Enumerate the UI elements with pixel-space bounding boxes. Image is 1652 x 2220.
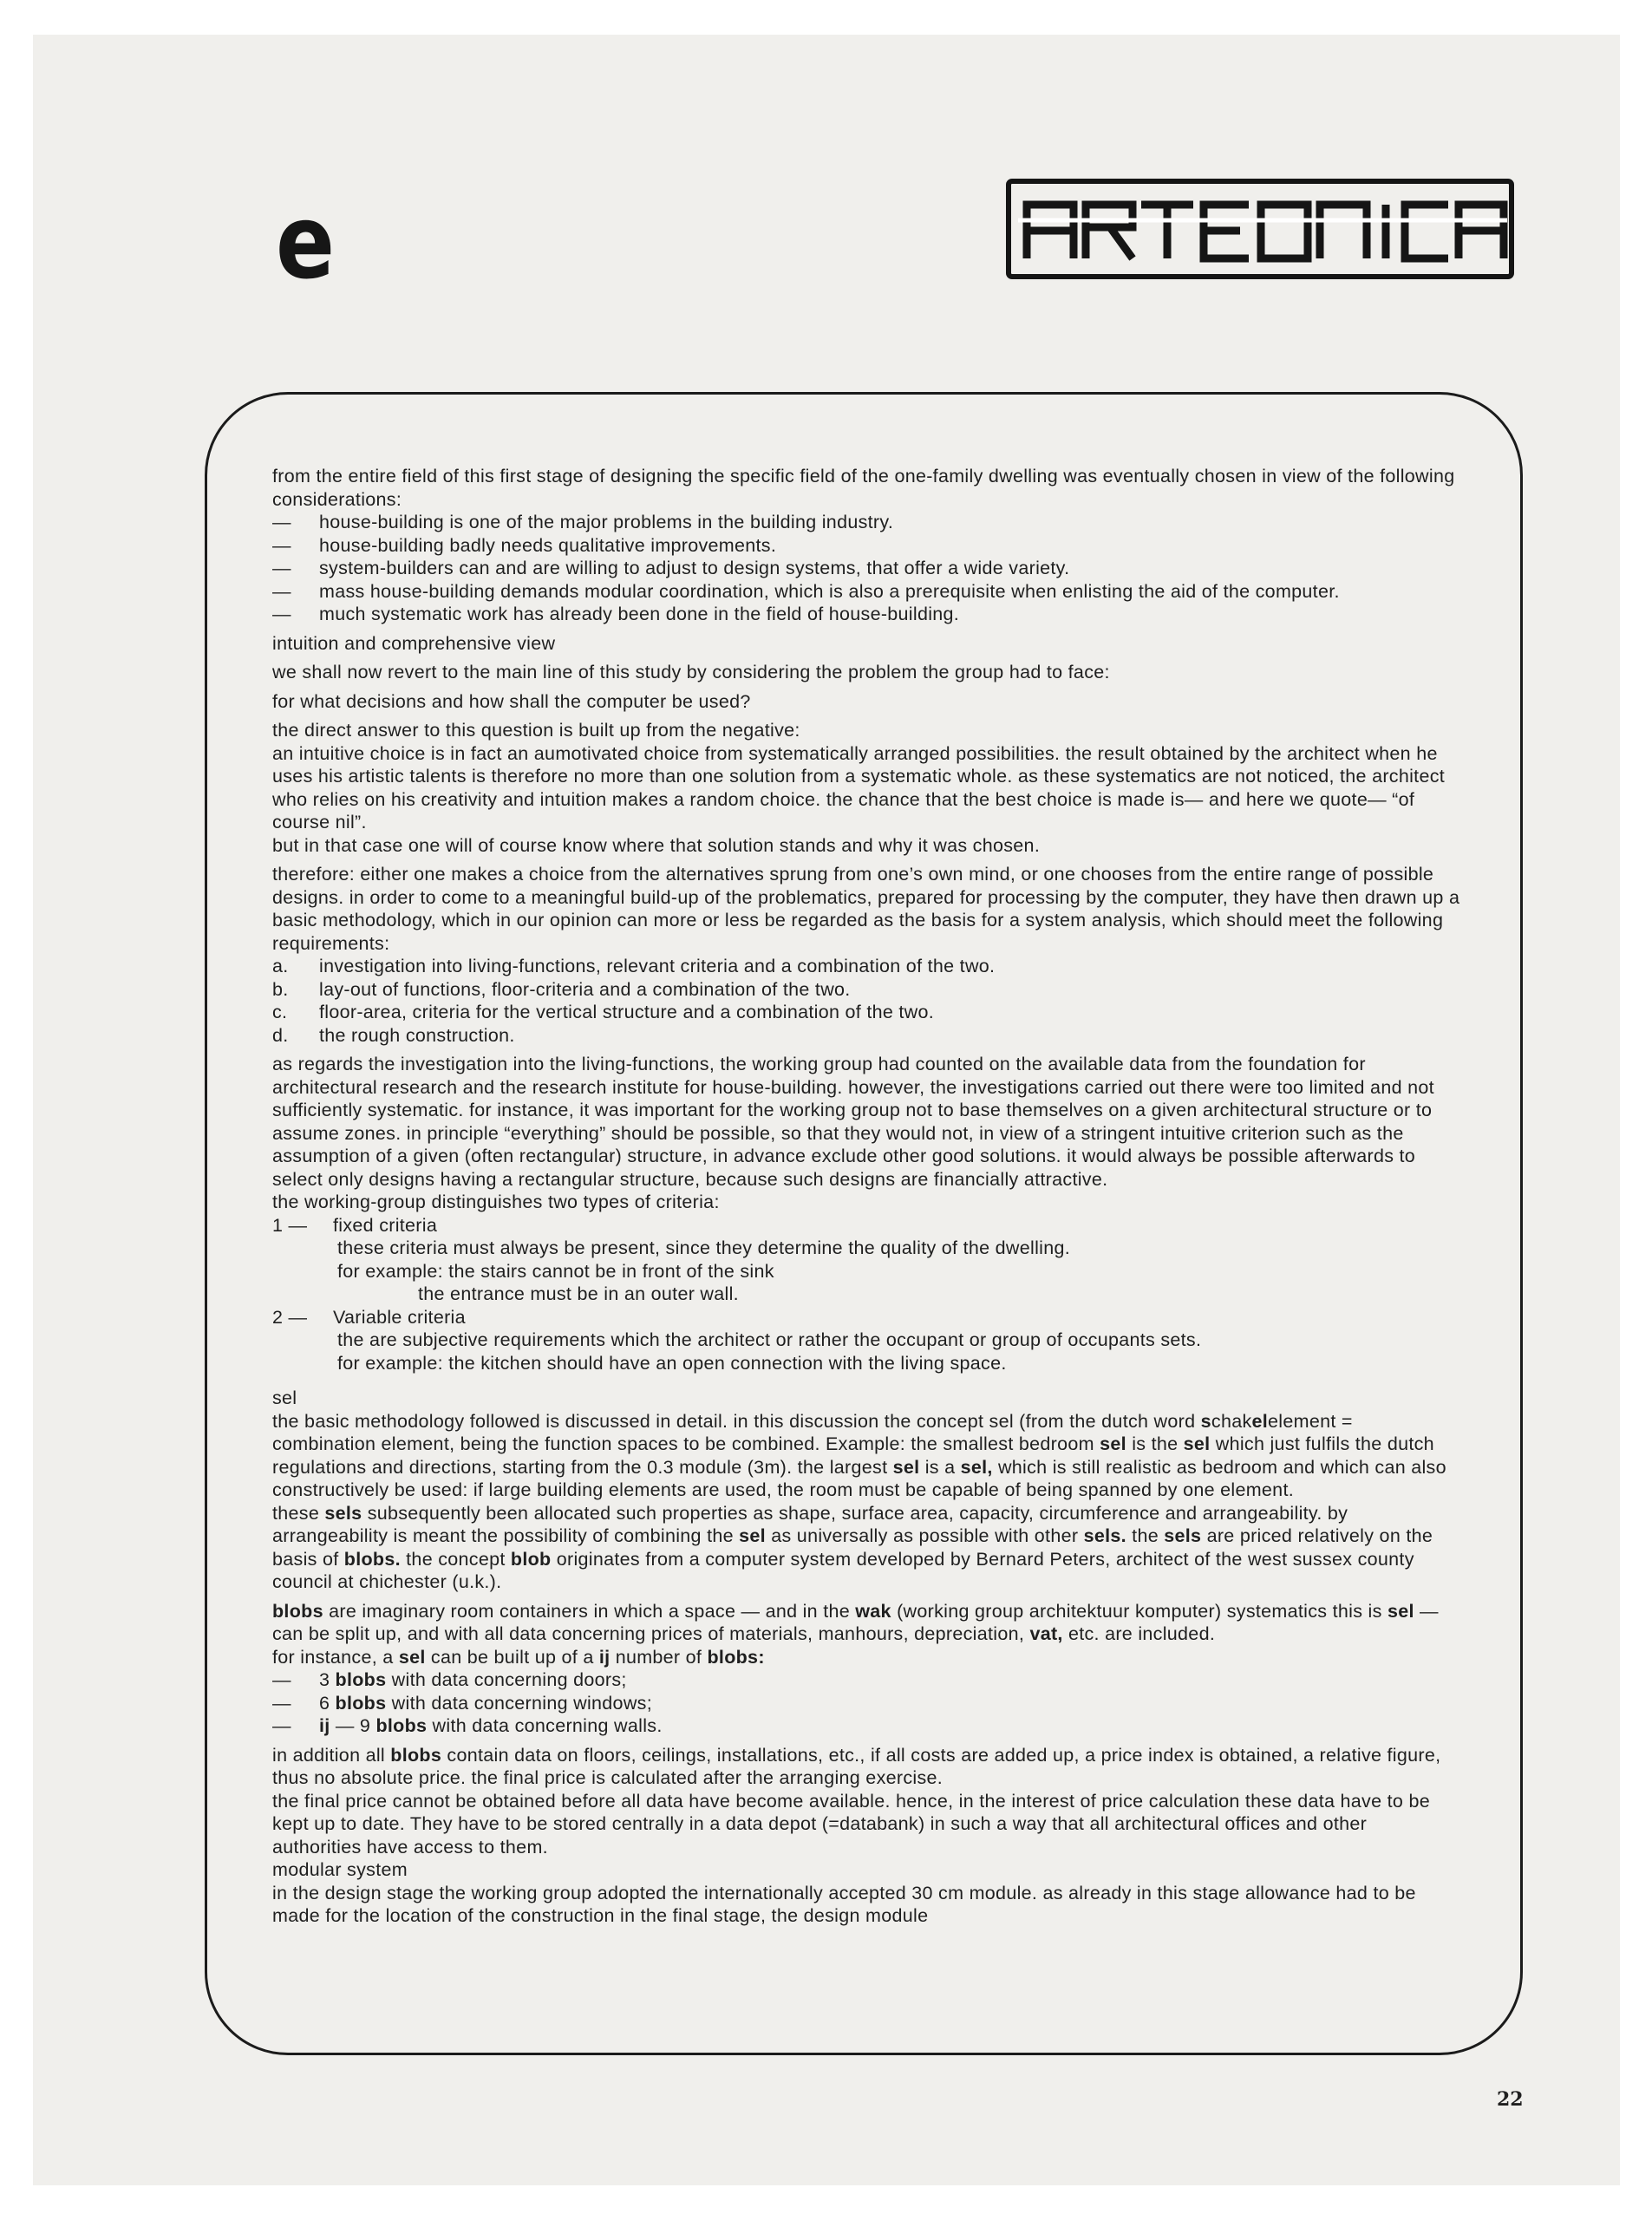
paragraph-question: for what decisions and how shall the computer be used?: [272, 690, 751, 712]
consideration-item: [272, 511, 1460, 534]
blob-item: [272, 1714, 1460, 1738]
criterion-number: 2 —: [272, 1306, 308, 1328]
paragraph-instance: for instance, a sel can be built up of a ij number of blobs:: [272, 1646, 765, 1668]
criterion-variable: [272, 1306, 1460, 1329]
requirement-item: [272, 955, 1460, 978]
blob-item: [272, 1668, 1460, 1692]
paragraph-blobs: blobs are imaginary room containers in which a space — and in the wak (working group architektuur komputer) systematics this is sel — can be split up, and with all data concerning prices of materials, manhours, depreciation, vat, etc. are included.: [272, 1600, 1439, 1644]
arteonica-logo-graphic: [1006, 179, 1514, 279]
consideration-text: house-building badly needs qualitative improvements.: [319, 534, 777, 556]
requirement-text: investigation into living-functions, relevant criteria and a combination of the two.: [319, 956, 996, 976]
list-dash: —: [272, 1692, 291, 1714]
criterion-fixed: [272, 1214, 1460, 1237]
blob-item: [272, 1692, 1460, 1715]
blob-item-text: 3 blobs with data concerning doors;: [319, 1669, 627, 1690]
consideration-item: [272, 534, 1460, 558]
list-dash: —: [272, 1669, 291, 1690]
consideration-text: much systematic work has already been done in the field of house-building.: [319, 604, 960, 624]
list-dash: —: [272, 534, 291, 556]
criterion-example: for example: the kitchen should have an open connection with the living space.: [337, 1352, 1007, 1374]
heading-intuition: intuition and comprehensive view: [272, 632, 556, 654]
consideration-text: mass house-building demands modular coordination, which is also a prerequisite when enlisting the aid of the computer.: [319, 580, 1340, 602]
requirement-item: [272, 1024, 1460, 1048]
criterion-example: for example: the stairs cannot be in front of the sink: [337, 1260, 774, 1282]
criterion-description: these criteria must always be present, since they determine the quality of the dwelling.: [337, 1237, 1071, 1258]
criterion-example-continued: the entrance must be in an outer wall.: [418, 1283, 739, 1304]
criterion-number: 1 —: [272, 1214, 308, 1236]
requirement-item: [272, 1001, 1460, 1024]
requirement-item: [272, 978, 1460, 1002]
paragraph-answer: the direct answer to this question is built up from the negative:: [272, 720, 800, 741]
consideration-item: [272, 557, 1460, 580]
consideration-item: [272, 603, 1460, 626]
paragraph-addition: in addition all blobs contain data on floors, ceilings, installations, etc., if all costs are added up, a price index is obtained, a relative figure, thus no absolute price. the final price is calculated after the arranging exercise.: [272, 1744, 1441, 1788]
intro-paragraph: from the entire field of this first stage of designing the specific field of the one-family dwelling was eventually chosen in view of the following considerations:: [272, 466, 1455, 510]
blob-item-text: 6 blobs with data concerning windows;: [319, 1692, 652, 1714]
criterion-description: the are subjective requirements which the architect or rather the occupant or group of occupants sets.: [337, 1329, 1202, 1350]
consideration-item: [272, 580, 1460, 604]
paragraph-final-price: the final price cannot be obtained before all data have become available. hence, in the interest of price calculation these data have to be kept up to date. They have to be stored centrally in a data depot (=databank) in such a way that all architectural offices and other authorities have access to them.: [272, 1790, 1430, 1858]
page-number: 22: [1497, 2088, 1524, 2111]
list-dash: —: [272, 512, 291, 532]
list-dash: —: [272, 558, 291, 578]
requirement-marker: a.: [272, 956, 289, 976]
paragraph-types: the working-group distinguishes two types of criteria:: [272, 1192, 720, 1212]
requirement-text: lay-out of functions, floor-criteria and a combination of the two.: [319, 978, 851, 1000]
requirement-text: floor-area, criteria for the vertical structure and a combination of the two.: [319, 1002, 935, 1022]
paragraph-therefore: therefore: either one makes a choice from the alternatives sprung from one’s own mind, or one chooses from the entire range of possible designs. in order to come to a meaningful build-up of the problematics, prepared for processing by the computer, they have then drawn up a basic methodology, which in our opinion can more or less be regarded as the basis for a system analysis, which should meet the following requirements:: [272, 864, 1460, 954]
list-dash: —: [272, 1715, 291, 1736]
list-dash: —: [272, 580, 291, 602]
paragraph-intuitive: an intuitive choice is in fact an aumotivated choice from systematically arranged possibilities. the result obtained by the architect when he uses his artistic talents is therefore no more than one solution from a systematic whole. as these systematics are not noticed, the architect who relies on his creativity and intuition makes a random choice. the chance that the best choice is made is— and here we quote— “of course nil”.: [272, 742, 1446, 832]
criterion-title: fixed criteria: [333, 1214, 438, 1236]
section-letter: e: [276, 182, 336, 302]
requirement-marker: d.: [272, 1024, 289, 1046]
heading-modular-system: modular system: [272, 1859, 408, 1880]
consideration-text: system-builders can and are willing to adjust to design systems, that offer a wide variety.: [319, 558, 1070, 578]
paragraph-modular: in the design stage the working group adopted the internationally accepted 30 cm module. as already in this stage allowance had to be made for the location of the construction in the final stage, the design module: [272, 1882, 1416, 1926]
heading-sel: sel: [272, 1388, 297, 1408]
requirement-text: the rough construction.: [319, 1024, 515, 1046]
requirement-marker: c.: [272, 1002, 288, 1022]
article-body: [272, 465, 1460, 1928]
paragraph-sel-properties: these sels subsequently been allocated such properties as shape, surface area, capacity, circumference and arrangeability. by arrangeability is meant the possibility of combining the sel as universally as possible with other sels. the sels are priced relatively on the basis of blobs. the concept blob originates from a computer system developed by Bernard Peters, architect of the west sussex county council at chichester (u.k.).: [272, 1502, 1433, 1592]
paragraph-sel-definition: the basic methodology followed is discussed in detail. in this discussion the concept sel (from the dutch word schakelelement = combination element, being the function spaces to be combined. Example: the smallest bedroom sel is the sel which just fulfils the dutch regulations and directions, starting from the 0.3 module (3m). the largest sel is a sel, which is still realistic as bedroom and which can also constructively be used: if large building elements are used, the room must be capable of being spanned by one element.: [272, 1410, 1446, 1500]
criterion-title: Variable criteria: [333, 1306, 466, 1328]
paragraph-but: but in that case one will of course know where that solution stands and why it was chosen.: [272, 834, 1041, 856]
list-dash: —: [272, 604, 291, 624]
paragraph-regards: as regards the investigation into the living-functions, the working group had counted on the available data from the foundation for architectural research and the research institute for house-building. however, the investigations carried out there were too limited and not sufficiently systematic. for instance, it was important for the working group not to base themselves on a given architectural structure or to assume zones. in principle “everything” should be possible, so that they would not, in view of a stringent intuitive criterion such as the assumption of a given (often rectangular) structure, in advance exclude other good solutions. it would always be possible afterwards to select only designs having a rectangular structure, because such designs are financially attractive.: [272, 1054, 1434, 1190]
consideration-text: house-building is one of the major problems in the building industry.: [319, 512, 894, 532]
requirement-marker: b.: [272, 978, 289, 1000]
arteonica-logo: [1006, 179, 1514, 279]
paragraph-revert: we shall now revert to the main line of this study by considering the problem the group had to face:: [272, 662, 1110, 682]
blob-item-text: ij — 9 blobs with data concerning walls.: [319, 1715, 663, 1736]
